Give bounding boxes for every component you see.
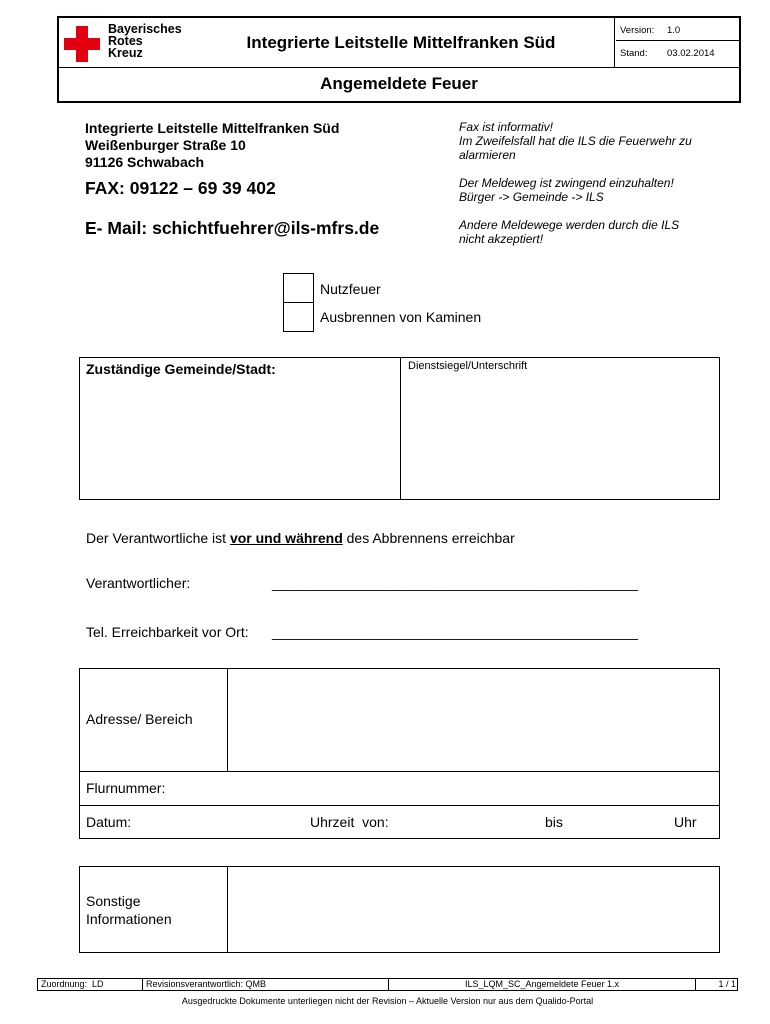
logo-text-line1: Bayerisches xyxy=(108,22,182,36)
version-underline xyxy=(616,40,740,41)
note1-line3: alarmieren xyxy=(459,148,516,162)
responsible-person-label: Verantwortlicher: xyxy=(86,575,191,591)
sentence-pre: Der Verantwortliche ist xyxy=(86,530,230,546)
header-divider xyxy=(58,67,740,68)
sentence-post: des Abbrennens erreichbar xyxy=(342,530,515,546)
time-to-label[interactable]: bis xyxy=(545,814,563,830)
checkbox-label-kamine: Ausbrennen von Kaminen xyxy=(320,309,482,325)
contact-fax: FAX: 09122 – 69 39 402 xyxy=(85,178,276,198)
note-reporting-path xyxy=(459,176,674,204)
note-fax-informative xyxy=(459,120,692,162)
time-from-label[interactable]: Uhrzeit von: xyxy=(310,814,389,830)
note3-line1: Andere Meldewege werden durch die ILS xyxy=(459,218,680,232)
contact-street: Weißenburger Straße 10 xyxy=(85,137,246,153)
availability-sentence xyxy=(86,530,515,546)
footer-revision: Revisionsverantwortlich: QMB xyxy=(146,979,267,989)
logo-text-line3: Kreuz xyxy=(108,46,143,60)
contact-org: Integrierte Leitstelle Mittelfranken Süd xyxy=(85,120,340,136)
footer-assignment: Zuordnung: LD xyxy=(41,979,104,989)
footer-page-number: 1 / 1 xyxy=(718,979,736,989)
version-cell xyxy=(614,16,615,68)
note2-line2: Bürger -> Gemeinde -> ILS xyxy=(459,190,604,204)
other-info-divider xyxy=(227,866,228,953)
other-info-label-line2: Informationen xyxy=(86,911,172,927)
responsible-person-field[interactable]: _______________________________________________ xyxy=(272,575,638,591)
seal-signature-label[interactable]: Dienstsiegel/Unterschrift xyxy=(408,360,528,372)
stand-value: 03.02.2014 xyxy=(667,48,715,59)
parcel-number-label[interactable]: Flurnummer: xyxy=(86,780,166,796)
checkbox-kamine[interactable] xyxy=(283,302,314,332)
page-title: Angemeldete Feuer xyxy=(320,74,478,93)
note1-line2: Im Zweifelsfall hat die ILS die Feuerwehr zu xyxy=(459,134,692,148)
note-other-paths xyxy=(459,218,679,246)
brk-logo xyxy=(62,22,192,64)
stand-label: Stand: xyxy=(620,48,648,59)
location-col-divider xyxy=(227,668,228,771)
contact-city: 91126 Schwabach xyxy=(85,154,205,170)
checkbox-label-nutzfeuer: Nutzfeuer xyxy=(320,281,381,297)
note2-line1: Der Meldeweg ist zwingend einzuhalten! xyxy=(459,176,674,190)
time-unit-label: Uhr xyxy=(674,814,697,830)
note1-line1: Fax ist informativ! xyxy=(459,120,554,134)
other-info-field[interactable] xyxy=(229,868,718,952)
municipality-label[interactable]: Zuständige Gemeinde/Stadt: xyxy=(86,361,276,377)
contact-email: E- Mail: schichtfuehrer@ils-mfrs.de xyxy=(85,218,380,238)
other-info-label xyxy=(86,892,172,928)
checkbox-nutzfeuer[interactable] xyxy=(283,273,314,303)
red-cross-icon xyxy=(64,26,100,62)
note3-line2: nicht akzeptiert! xyxy=(459,232,544,246)
other-info-label-line1: Sonstige xyxy=(86,893,141,909)
phone-label: Tel. Erreichbarkeit vor Ort: xyxy=(86,624,249,640)
version-value: 1.0 xyxy=(667,25,681,36)
version-label: Version: xyxy=(620,25,655,36)
footer-doc-name: ILS_LQM_SC_Angemeldete Feuer 1.x xyxy=(464,979,620,989)
phone-field[interactable]: _______________________________________________ xyxy=(272,624,638,640)
address-field[interactable] xyxy=(229,670,718,770)
footer-disclaimer: Ausgedruckte Dokumente unterliegen nicht der Revision – Aktuelle Version nur aus dem Qualido-Portal xyxy=(181,996,594,1006)
logo-text-line2: Rotes xyxy=(108,34,143,48)
footer-div1 xyxy=(142,978,143,991)
authority-divider xyxy=(400,357,401,500)
location-row-divider2 xyxy=(79,805,720,806)
address-label: Adresse/ Bereich xyxy=(86,711,193,727)
header-title: Integrierte Leitstelle Mittelfranken Süd xyxy=(246,33,556,52)
location-row-divider1 xyxy=(79,771,720,772)
date-label[interactable]: Datum: xyxy=(86,814,132,830)
sentence-emphasis: vor und während xyxy=(229,530,343,546)
